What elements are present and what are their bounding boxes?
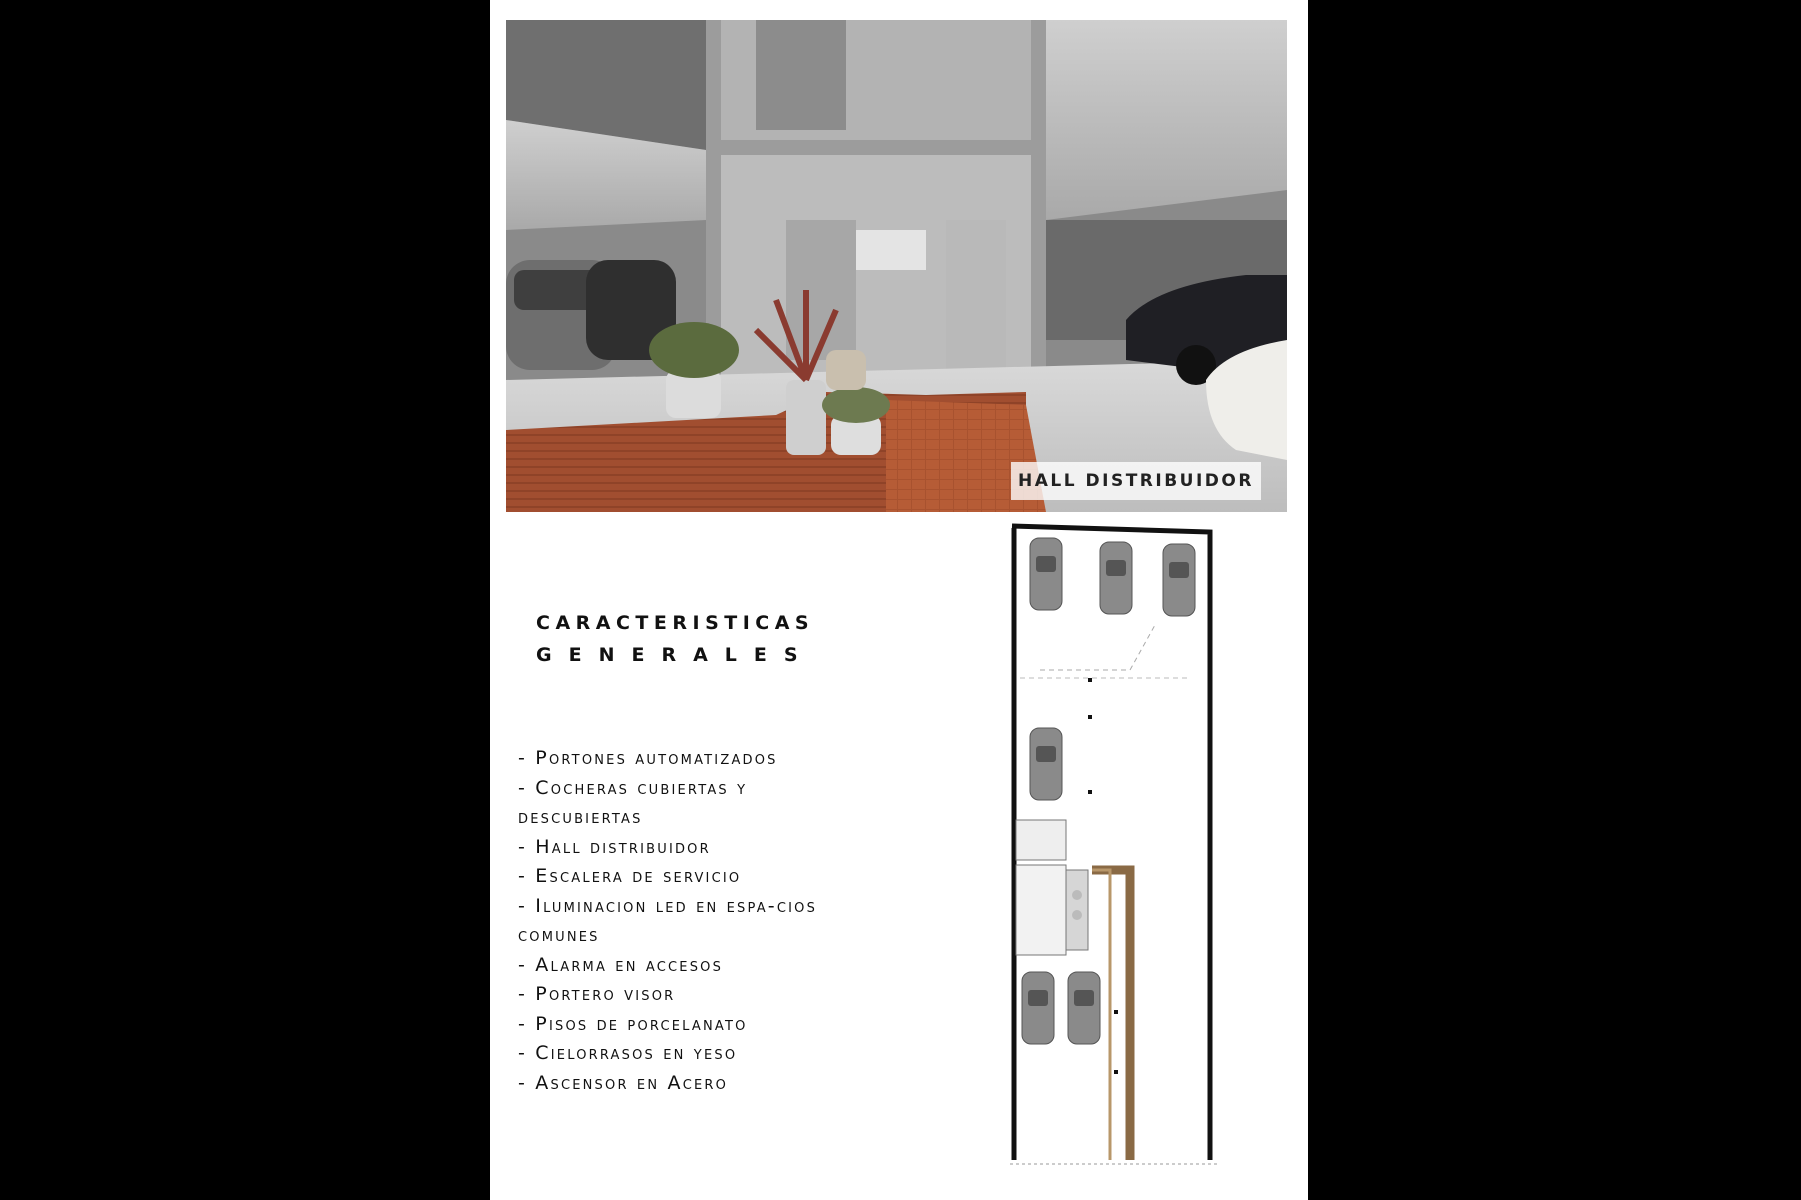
feature-item: - Pisos de porcelanato	[518, 1012, 748, 1035]
feature-item: - Alarma en accesos	[518, 953, 724, 976]
feature-item: - Ascensor en Acero	[518, 1071, 729, 1094]
feature-item: - Hall distribuidor	[518, 835, 711, 858]
heading-line-2: GENERALES	[536, 644, 815, 666]
section-heading	[536, 612, 815, 666]
heading-line-1: CARACTERISTICAS	[536, 612, 815, 634]
hall-render-image	[506, 20, 1287, 512]
feature-item: - Cocheras cubiertas y descubiertas	[518, 776, 748, 828]
feature-item: - Escalera de servicio	[518, 865, 742, 887]
feature-item: - Portones automatizados	[518, 747, 778, 769]
feature-item: - Cielorrasos en yeso	[518, 1042, 738, 1064]
feature-item: - Portero visor	[518, 983, 676, 1005]
render-caption: HALL DISTRIBUIDOR	[1011, 462, 1261, 500]
brochure-page	[490, 0, 1308, 1200]
feature-item: - Iluminacion led en espa-cios comunes	[518, 894, 818, 946]
ground-floor-plan	[1010, 520, 1230, 1170]
features-list	[518, 744, 878, 1098]
